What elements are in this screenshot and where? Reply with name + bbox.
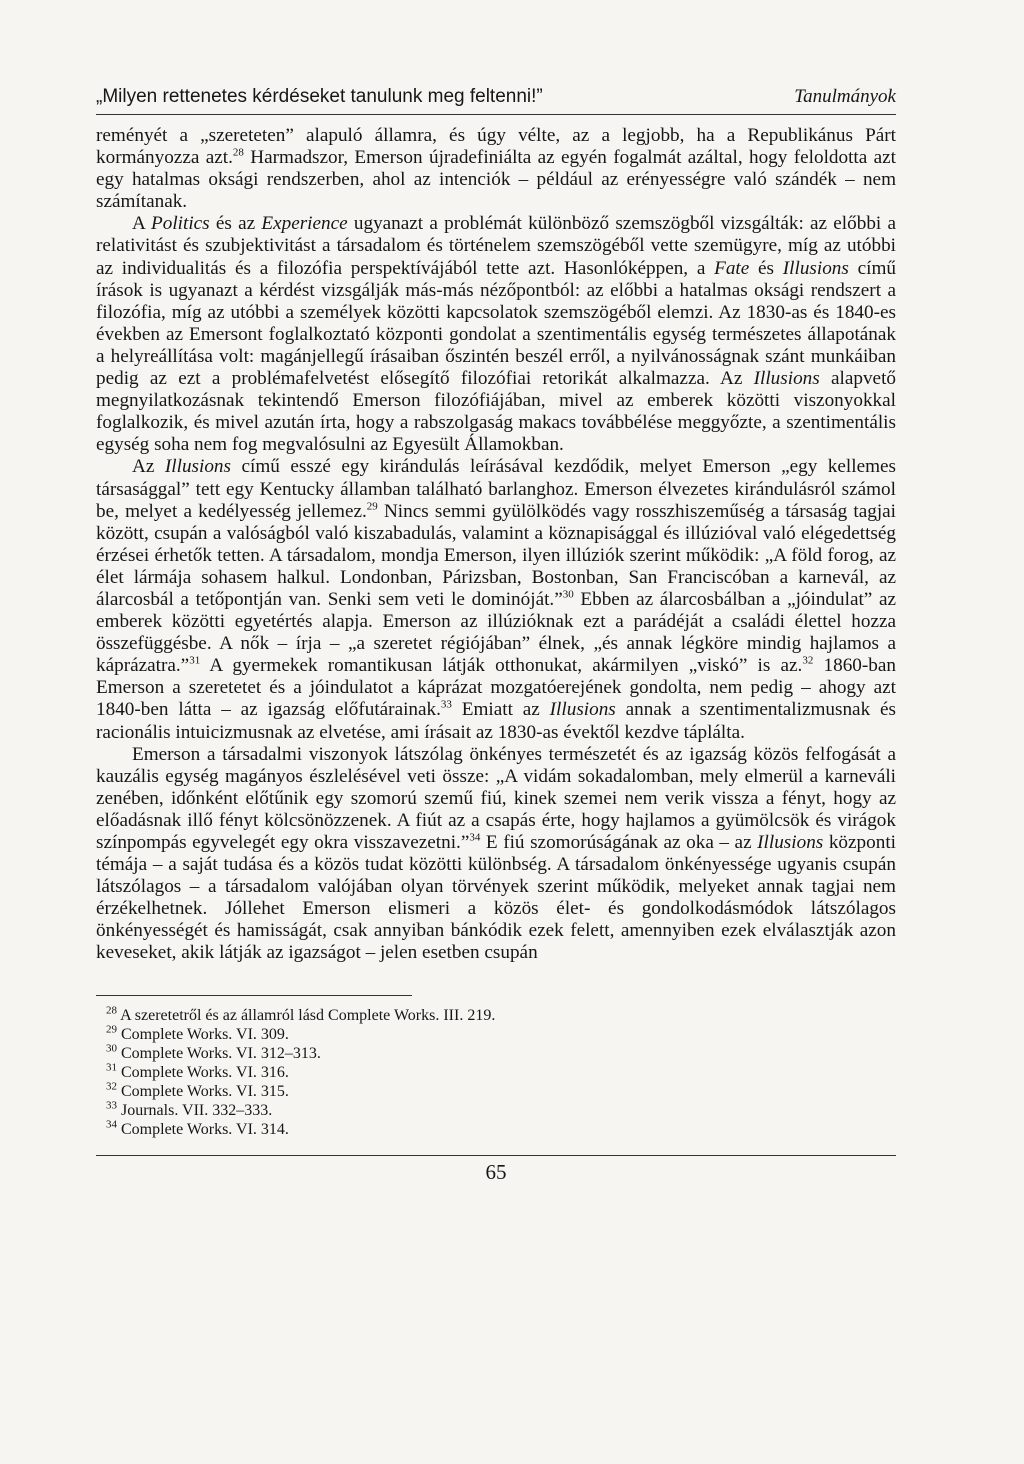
page-number: 65 <box>485 1159 507 1184</box>
footnote-number: 34 <box>106 1118 117 1131</box>
footnote-text: Complete Works. VI. 316. <box>117 1063 289 1081</box>
footnote <box>106 1101 896 1120</box>
footnote-text: Complete Works. VI. 309. <box>117 1025 289 1043</box>
paragraph: A Politics és az Experience ugyanazt a problémát különböző szemszögből vizsgálták: az előbbi a relativitást és szubjektivitást a társadalom és történelem szemszögéből vette szemügyre, míg az utóbbi az individualitás és a filozófia perspektívájából tette azt. Hasonlóképpen, a Fate és Illusions című írások is ugyanazt a kérdést vizsgálják más-más nézőpontból: az előbbi a hatalmas oksági rendszert a filozófia, míg az utóbbi a személyek közötti kapcsolatok szemszögéből elemzi. Az 1830-as és 1840-es években az Emersont foglalkoztató központi gondolat a szentimentális egység természetes állapotának a helyreállítása volt: magánjellegű írásaiban őszintén beszél erről, a nyilvánosságnak szánt munkáiban pedig az ezt a problémafelvetést elősegítő filozófiai retorikát alkalmazza. Az Illusions alapvető megnyilatkozásnak tekintendő Emerson filozófiájában, mivel az emberek közötti viszonyokkal foglalkozik, és mivel azután írta, hogy a rabszolgaság makacs továbbélése meggyőzte, a szentimentális egység soha nem fog megvalósulni az Egyesült Államokban. <box>96 213 896 456</box>
footnote <box>106 1082 896 1101</box>
footnote-text: Journals. VII. 332–333. <box>117 1101 273 1119</box>
footnote-number: 29 <box>106 1023 117 1036</box>
footnote-number: 30 <box>106 1042 117 1055</box>
footnote-text: Complete Works. VI. 315. <box>117 1082 289 1100</box>
footnote-text: Complete Works. VI. 312–313. <box>117 1044 321 1062</box>
footnote-number: 33 <box>106 1099 117 1112</box>
footnote <box>106 1044 896 1063</box>
section-name: Tanulmányok <box>794 86 896 107</box>
footnotes <box>96 1006 896 1139</box>
footnote-divider <box>96 995 412 996</box>
footnote <box>106 1006 896 1025</box>
paragraph: Emerson a társadalmi viszonyok látszólag önkényes természetét és az igazság közös felfogását a kauzális egység magányos észlelésével veti össze: „A vidám sokadalomban, mely elmerül a karneváli zenében, időnként előtűnik egy szomorú szemű fiú, kinek szemei nem verik vissza a fényt, hogy az előadásnak illő fényt kölcsönözzenek. A fiút az a csapás érte, hogy hajlamos a gyümölcsök és virágok színpompás egyvelegét egy okra visszavezetni.”$^{34}$ E fiú szomorúságának az oka – az Illusions központi témája – a saját tudása és a közös tudat közötti különbség. A társadalom önkényessége ugyanis csupán látszólagos – a társadalom valójában olyan törvények szerint működik, melyeket annak tagjai nem érzékelhetnek. Jóllehet Emerson elismeri a közös élet- és gondolkodásmódok látszólagos önkényességét és hamisságát, csak annyiban bánkódik ezek felett, amennyiben ezek elválasztják azon keveseket, akik látják az igazságot – jelen esetben csupán <box>96 743 896 964</box>
page <box>96 86 896 1185</box>
footnote-number: 28 <box>106 1004 117 1017</box>
paragraph: Az Illusions című esszé egy kirándulás leírásával kezdődik, melyet Emerson „egy kellemes társasággal” tett egy Kentucky államban található barlanghoz. Emerson élvezetes kirándulásról számol be, melyet a kedélyesség jellemez.$^{29}$ Nincs semmi gyülölködés vagy rosszhiszeműség a társaság tagjai között, csupán a valóságból való kiszabadulás, valamint a köznapisággal és illúzióval való elégedettség érzései érhetők tetten. A társadalom, mondja Emerson, ilyen illúziók szerint működik: „A föld forog, az élet lármája sohasem halkul. Londonban, Párizsban, Bostonban, San Franciscóban a karnevál, az álarcosbál a tetőpontján van. Senki sem veti le dominóját.”$^{30}$ Ebben az álarcosbálban a „jóindulat” az emberek közötti egyetértés alapja. Emerson az illúzióknak ezt a parádéját a családi élettel hozza összefüggésbe. A nők – írja – „a szeretet régiójában” élnek, „és annak légköre mindig hajlamos a káprázatra.”$^{31}$ A gyermekek romantikusan látják otthonukat, akármilyen „viskó” is az.$^{32}$ 1860-ban Emerson a szeretetet és a jóindulatot a káprázat mozgatóerejének gondolta, nem pedig – ahogy azt 1840-ben látta – az igazság előfutárainak.$^{33}$ Emiatt az Illusions annak a szentimentalizmusnak és racionális intuicizmusnak az elvetése, ami írásait az 1830-as évektől kezdve táplálta. <box>96 456 897 743</box>
paragraph: reményét a „szereteten” alapuló államra, és úgy vélte, az a legjobb, ha a Republikánus Párt kormányozza azt.$^{28}$ Harmadszor, Emerson újradefiniálta az egyén fogalmát azáltal, hogy feloldotta azt egy hatalmas oksági rendszerben, ahol az intenciók – például az erényességre való szándék – nem számítanak. <box>96 125 896 213</box>
footnote <box>106 1025 896 1044</box>
running-head <box>96 86 896 115</box>
footnote <box>106 1063 896 1082</box>
body-text <box>96 125 896 965</box>
footnote-number: 31 <box>106 1061 117 1074</box>
footnote-text: A szeretetről és az államról lásd Complete Works. III. 219. <box>117 1006 496 1024</box>
footnote-text: Complete Works. VI. 314. <box>117 1120 289 1138</box>
bottom-divider <box>96 1155 896 1156</box>
footnote-number: 32 <box>106 1080 117 1093</box>
footnote <box>106 1120 896 1139</box>
running-title: „Milyen rettenetes kérdéseket tanulunk meg feltenni!” <box>96 86 543 107</box>
